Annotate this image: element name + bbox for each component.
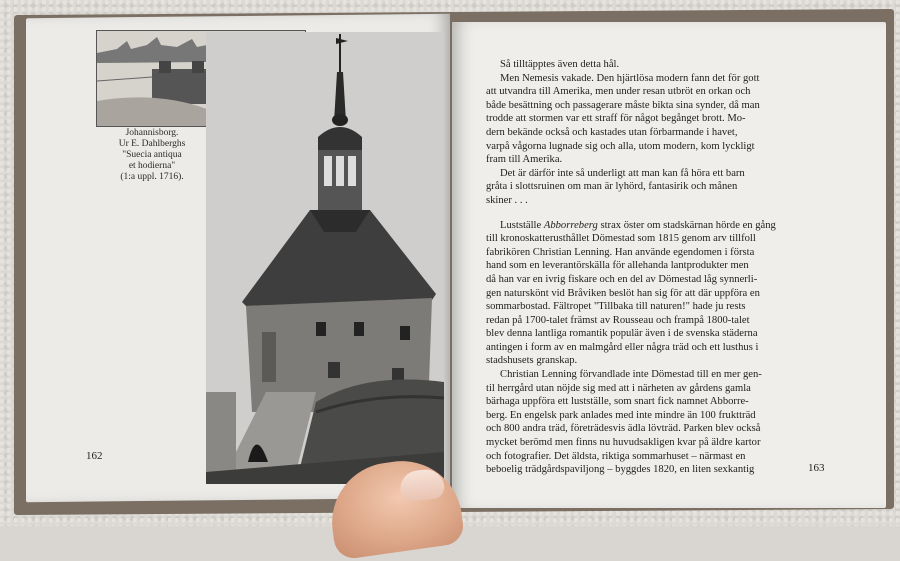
text-line: trodde att stormen var ett straff för något begånget brott. Mo- — [486, 113, 746, 125]
text-line: Men Nemesis vakade. Den hjärtlösa modern fann det för gott — [500, 72, 760, 84]
text-line: gen naturskönt vid Bråviken beslöt han sig för att där uppföra en — [486, 287, 760, 299]
text-line: beboelig trädgårdspaviljong – byggdes 1820, en liten sexkantig — [486, 464, 755, 476]
caption-line: "Suecia antiqua — [122, 150, 182, 160]
text-line: och 800 andra träd, företrädesvis ädla lövträd. Parken blev också — [486, 423, 761, 435]
text-line: blev denna lantliga romantik populär även i de svenska städerna — [486, 328, 758, 340]
text-line: hand som en leverantörskälla för allehanda lantprodukter men — [486, 260, 749, 272]
text-run: strax öster om stadskärnan hörde en gång — [600, 219, 776, 231]
engraving-caption — [102, 128, 202, 183]
text-line: til herrgård utan nöjde sig med att i närheten av gårdens gamla — [486, 382, 751, 394]
text-line: att utvandra till Amerika, men under resan utbröt en orkan och — [486, 86, 751, 98]
text-line: till kronoskatterusthållet Dömestad som 1815 genom arv tillfoll — [486, 233, 756, 245]
caption-line: Ur E. Dahlberghs — [118, 139, 186, 149]
caption-line: Johannisborg. — [125, 128, 179, 138]
left-page-number: 162 — [86, 450, 103, 462]
text-line: sommarbostad. Fältropet "Tillbaka till naturen!" hade ju rests — [486, 301, 746, 313]
text-line: då han var en ivrig fiskare och en del av Dömestad låg synnerli- — [486, 273, 758, 285]
text-line: mycket berömd men finns nu huvudsakligen kvar på äldre kartor — [486, 437, 761, 449]
text-line: Det är därför inte så underligt att man kan få höra ett barn — [500, 167, 745, 179]
place-name-italic: Abborreberg — [543, 219, 598, 231]
caption-line: (1:a uppl. 1716). — [120, 172, 184, 182]
body-text — [486, 58, 826, 477]
text-run: Lustställe — [500, 219, 542, 231]
caption-line: et hodierna" — [128, 161, 176, 171]
text-line: gråta i slottsruinen om man är lyhörd, fantasirik och månen — [486, 181, 738, 193]
text-line: redan på 1700-talet främst av Rousseau och frampå 1800-talet — [486, 314, 750, 326]
text-line: Så tilltäpptes även detta hål. — [500, 59, 620, 70]
text-line: både besättning och passagerare måste bikta sina synder, då man — [486, 99, 760, 111]
text-line: varpå vågorna lugnade sig och alla, utom modern, kom lyckligt — [486, 140, 755, 152]
tower-photo — [206, 32, 444, 484]
text-line: och fotografier. Det äldsta, riktiga sommarhuset – närmast en — [486, 450, 746, 462]
text-line: dern bekände också och kastades utan förbarmande i havet, — [486, 126, 738, 138]
text-line: bärhaga uppföra ett lustställe, som snart fick namnet Abborre- — [486, 396, 749, 408]
text-line: berg. En engelsk park anlades med inte mindre än 100 fruktträd — [486, 409, 756, 421]
text-line: antingen i form av en malmgård eller några träd och ett lusthus i — [486, 341, 759, 353]
text-line: Christian Lenning förvandlade inte Dömestad till en mer gen- — [500, 369, 762, 381]
text-line: fabrikören Christian Lenning. Han använde egendomen i första — [486, 246, 755, 258]
right-page-number: 163 — [808, 462, 825, 474]
text-line: fram till Amerika. — [486, 154, 563, 166]
text-line: skiner . . . — [486, 194, 528, 206]
text-line: stadshusets granskap. — [486, 355, 578, 367]
text-line — [486, 219, 826, 233]
